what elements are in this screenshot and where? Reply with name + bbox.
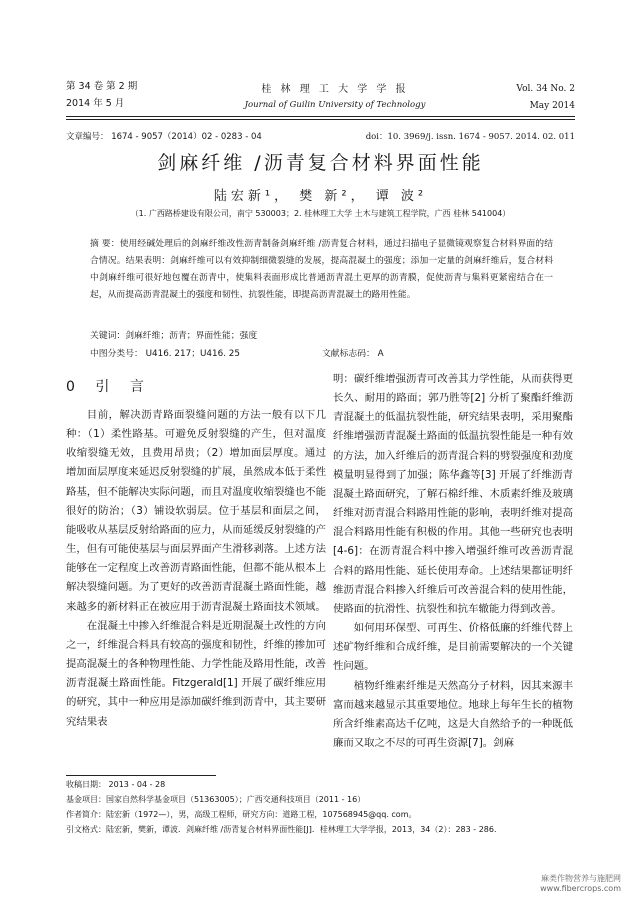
abstract: 摘 要：使用经碱处理后的剑麻纤维改性沥青制备剑麻纤维 /沥青复合材料，通过扫描电子显微镜观察复合材料界面的结合情况。结果表明：剑麻纤维可以有效抑制细微裂缝的发展，提高混凝土的强度；添加一定量的剑麻纤维后，复合材料中剑麻纤维可很好地包覆在沥青中，使集料表面形成比普通沥青混土更厚的沥青膜，促使沥青与集料更紧密结合在一起，从而提高沥青混凝土的强度和韧性、抗裂性能，即提高沥青混凝土的路用性能。: [90, 239, 553, 300]
article-number: 文章编号： 1674 - 9057（2014）02 - 0283 - 04: [66, 132, 262, 142]
header-rule-thick: [66, 116, 575, 117]
watermark-url: www.fibercrops.com: [540, 884, 621, 893]
citation-format: 引文格式：陆宏新，樊新，谭波．剑麻纤维 /沥青复合材料界面性能[J]．桂林理工大学学报，2013，34（2）：283 - 286.: [66, 825, 497, 834]
journal-name-cn: 桂 林 理 工 大 学 学 报: [261, 84, 409, 95]
author-bio: 作者简介：陆宏新（1972—），男，高级工程师，研究方向：道路工程，107568945@qq. com。: [66, 810, 417, 819]
issue-info-en: [516, 81, 575, 115]
section-title: 引 言: [95, 379, 152, 395]
issue-info: [66, 78, 137, 112]
watermark: [540, 874, 621, 894]
volume-en: Vol. 34 No. 2: [516, 84, 575, 94]
funding: 基金项目：国家自然科学基金项目（51363005）；广西交通科技项目（2011 - 16）: [66, 795, 366, 804]
section-heading: [66, 376, 152, 396]
body-column-right: [333, 370, 573, 753]
header-rule-thin: [66, 119, 575, 120]
footnotes: [66, 777, 575, 837]
author-list: 陆宏新¹， 樊 新²， 谭 波²: [213, 189, 428, 204]
paragraph: 如何用环保型、可再生、价格低廉的纤维代替上述矿物纤维和合成纤维，是目前需要解决的一个关键性问题。: [333, 622, 573, 673]
affiliations: （1. 广西路桥建设有限公司，南宁 530003；2. 桂林理工大学 土木与建筑工程学院，广西 桂林 541004）: [130, 209, 511, 218]
paragraph: 目前，解决沥青路面裂缝问题的方法一般有以下几种：（1）柔性路基。可避免反射裂缝的产生，但对温度收缩裂缝无效，且费用昂贵；（2）增加面层厚度。通过增加面层厚度来延迟反射裂缝的扩展，虽然成本低于柔性路基，但不能解决实际问题，而且对温度收缩裂缝也不能很好的防治；（3）铺设软弱层。位于基层和面层之间，能吸收从基层反射给路面的应力，从而延缓反射裂缝的产生，但有可能使基层与面层界面产生滑移剥落。上述方法能够在一定程度上改善沥青路面性能，但都不能从根本上解决裂缝问题。为了更好的改善沥青混凝土路面性能，越来越多的新材料正在被应用于沥青混凝土路面技术领域。: [66, 409, 326, 613]
journal-name-en: Journal of Guilin University of Technology: [244, 100, 426, 110]
received-date: 收稿日期： 2013 - 04 - 28: [66, 780, 166, 789]
document-code: 文献标志码： A: [322, 349, 384, 359]
section-number: 0: [66, 379, 83, 395]
doi: doi：10. 3969/j. issn. 1674 - 9057. 2014. 02. 011: [365, 132, 575, 142]
clc-number: 中图分类号： U416. 217；U416. 25: [90, 349, 241, 359]
paragraph: 明：碳纤维增强沥青可改善其力学性能，从而获得更长久、耐用的路面；郭乃胜等[2] 分析了聚酯纤维沥青混凝土的低温抗裂性能，研究结果表明，采用聚酯纤维增强沥青混凝土路面的低温抗裂性能是一种有效的方法，加入纤维后的沥青混合料的劈裂强度和劲度模量明显得到了加强；陈华鑫等[3] 开展了纤维沥青混凝土路面研究，了解石棉纤维、木质素纤维及玻璃纤维对沥青混合料路用性能的影响，表明纤维对提高混合料路用性能有积极的作用。其他一些研究也表明[4-6]：在沥青混合料中掺入增强纤维可改善沥青混合料的路用性能、延长使用寿命。上述结果都证明纤维沥青混合料掺入纤维后可改善混合料的使用性能，使路面的抗滑性、抗裂性和抗车辙能力得到改善。: [333, 373, 573, 615]
watermark-text: 麻类作物营养与施肥网: [541, 874, 621, 883]
footnote-rule: [66, 775, 216, 776]
journal-header: [215, 80, 455, 110]
paper-title: 剑麻纤维 /沥青复合材料界面性能: [157, 152, 484, 174]
issue-date-en: May 2014: [529, 101, 575, 111]
body-column-left: [66, 406, 326, 732]
paragraph: 植物纤维素纤维是天然高分子材料，因其来源丰富而越来越显示其重要地位。地球上每年生长的植物所含纤维素高达千亿吨，这是大自然给予的一种既低廉而又取之不尽的可再生资源[7]。剑麻: [333, 679, 573, 749]
volume-number: 第 34 卷 第 2 期: [66, 81, 138, 92]
issue-date-cn: 2014 年 5 月: [66, 98, 125, 109]
keywords: 关键词：剑麻纤维；沥青；界面性能；强度: [90, 331, 258, 341]
paragraph: 在混凝土中掺入纤维混合料是近期混凝土改性的方向之一，纤维混合料具有较高的强度和韧性，纤维的掺加可提高混凝土的各种物理性能、力学性能及路用性能，改善沥青混凝土路面性能。Fitzgerald[1] 开展了碳纤维应用的研究，其中一种应用是添加碳纤维到沥青中，其主要研究结果表: [66, 619, 326, 728]
